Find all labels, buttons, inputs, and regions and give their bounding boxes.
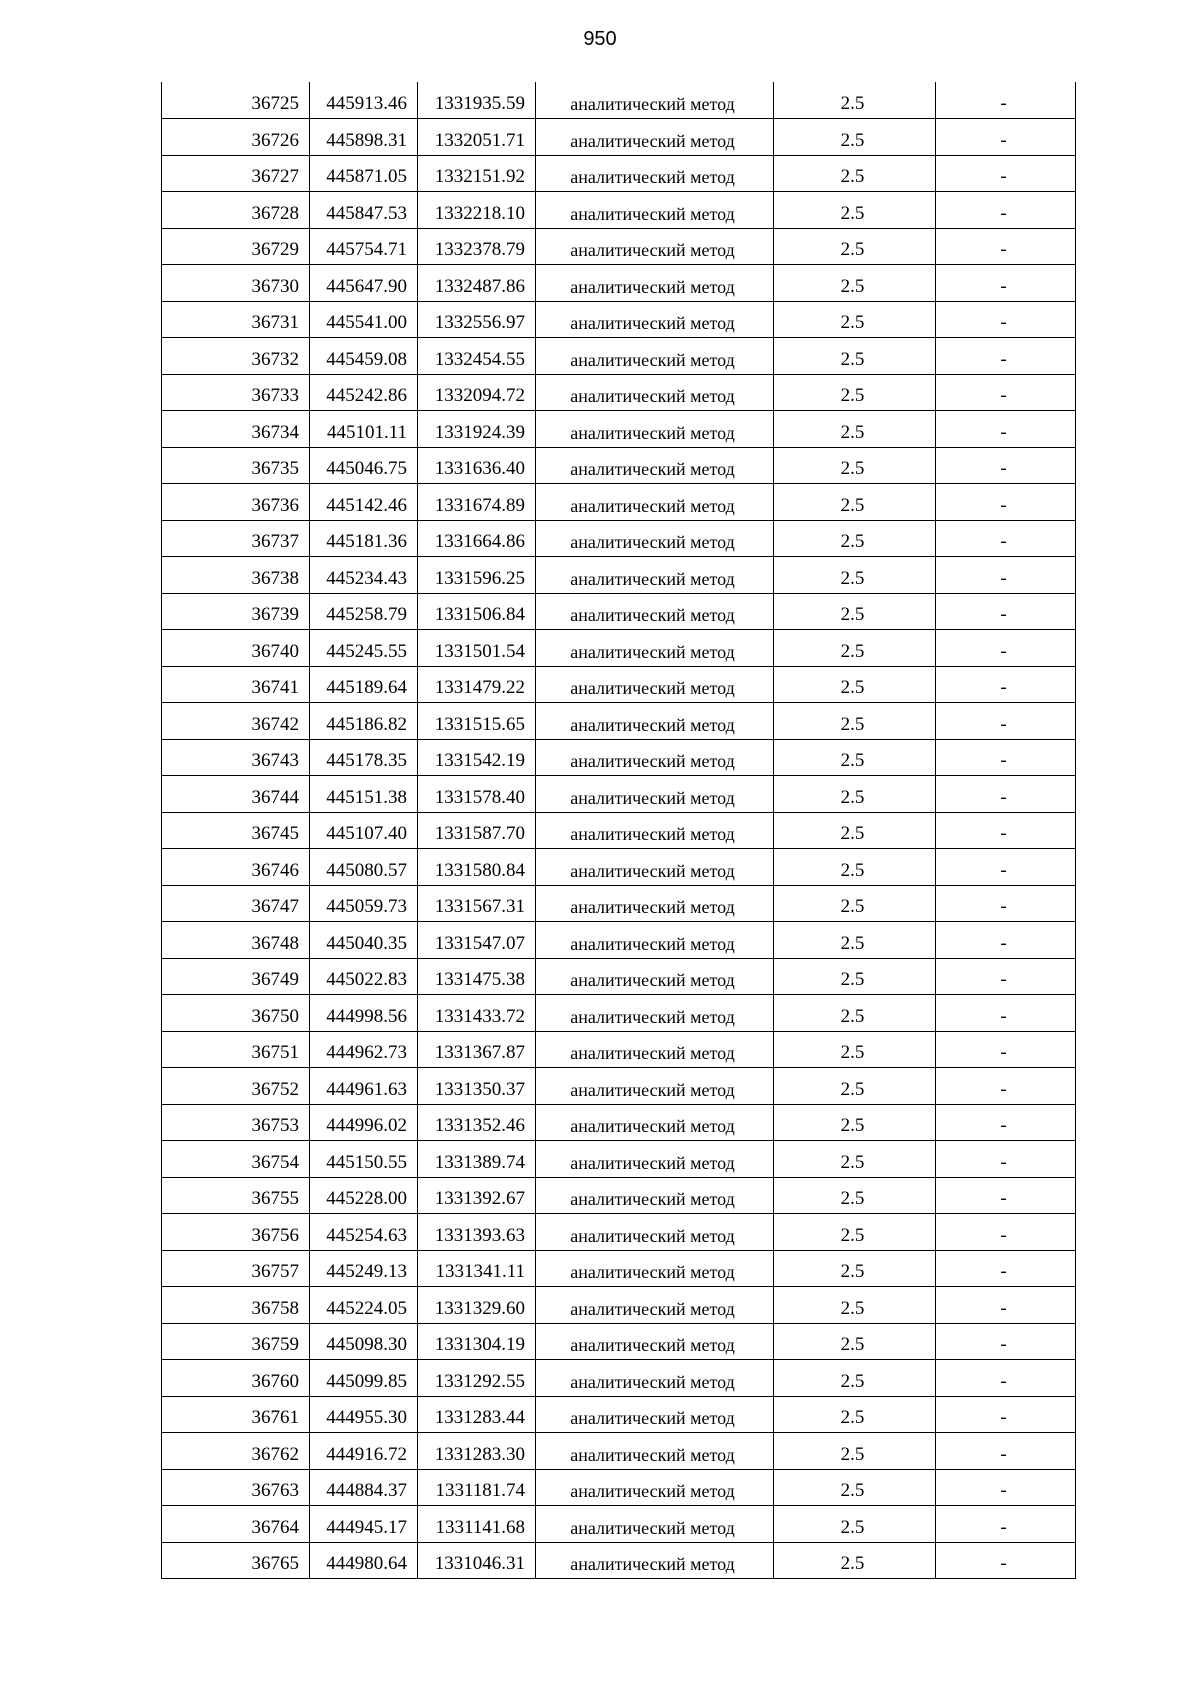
point-number-cell: 36727	[162, 155, 310, 192]
accuracy-cell: 2.5	[774, 228, 936, 265]
point-number-cell: 36739	[162, 593, 310, 630]
x-coordinate-cell: 444996.02	[310, 1104, 418, 1141]
table-row	[162, 1469, 1076, 1506]
note-cell: -	[936, 593, 1076, 630]
x-coordinate-cell: 445150.55	[310, 1141, 418, 1178]
point-number-cell: 36734	[162, 411, 310, 448]
accuracy-cell: 2.5	[774, 1214, 936, 1251]
y-coordinate-cell: 1332556.97	[418, 301, 536, 338]
method-cell: аналитический метод	[536, 1177, 774, 1214]
point-number-cell: 36746	[162, 849, 310, 886]
note-cell: -	[936, 374, 1076, 411]
point-number-cell: 36755	[162, 1177, 310, 1214]
table-row	[162, 922, 1076, 959]
y-coordinate-cell: 1331596.25	[418, 557, 536, 594]
table-row	[162, 1250, 1076, 1287]
method-cell: аналитический метод	[536, 1323, 774, 1360]
table-row	[162, 484, 1076, 521]
note-cell: -	[936, 1433, 1076, 1470]
point-number-cell: 36750	[162, 995, 310, 1032]
point-number-cell: 36735	[162, 447, 310, 484]
accuracy-cell: 2.5	[774, 1506, 936, 1543]
note-cell: -	[936, 849, 1076, 886]
table-row	[162, 1360, 1076, 1397]
point-number-cell: 36753	[162, 1104, 310, 1141]
method-cell: аналитический метод	[536, 1506, 774, 1543]
method-cell: аналитический метод	[536, 885, 774, 922]
note-cell: -	[936, 301, 1076, 338]
method-cell: аналитический метод	[536, 958, 774, 995]
table-row	[162, 1323, 1076, 1360]
accuracy-cell: 2.5	[774, 885, 936, 922]
x-coordinate-cell: 445234.43	[310, 557, 418, 594]
note-cell: -	[936, 192, 1076, 229]
accuracy-cell: 2.5	[774, 958, 936, 995]
table-row	[162, 192, 1076, 229]
y-coordinate-cell: 1331283.30	[418, 1433, 536, 1470]
table-row	[162, 1177, 1076, 1214]
table-row	[162, 630, 1076, 667]
method-cell: аналитический метод	[536, 739, 774, 776]
accuracy-cell: 2.5	[774, 1250, 936, 1287]
method-cell: аналитический метод	[536, 1250, 774, 1287]
point-number-cell: 36747	[162, 885, 310, 922]
table-row	[162, 666, 1076, 703]
method-cell: аналитический метод	[536, 922, 774, 959]
x-coordinate-cell: 444980.64	[310, 1542, 418, 1579]
method-cell: аналитический метод	[536, 1542, 774, 1579]
point-number-cell: 36730	[162, 265, 310, 302]
point-number-cell: 36737	[162, 520, 310, 557]
point-number-cell: 36764	[162, 1506, 310, 1543]
y-coordinate-cell: 1331479.22	[418, 666, 536, 703]
y-coordinate-cell: 1331674.89	[418, 484, 536, 521]
accuracy-cell: 2.5	[774, 1396, 936, 1433]
x-coordinate-cell: 445459.08	[310, 338, 418, 375]
accuracy-cell: 2.5	[774, 338, 936, 375]
x-coordinate-cell: 444945.17	[310, 1506, 418, 1543]
accuracy-cell: 2.5	[774, 374, 936, 411]
x-coordinate-cell: 445080.57	[310, 849, 418, 886]
table-row	[162, 1506, 1076, 1543]
note-cell: -	[936, 228, 1076, 265]
accuracy-cell: 2.5	[774, 301, 936, 338]
y-coordinate-cell: 1331501.54	[418, 630, 536, 667]
accuracy-cell: 2.5	[774, 1104, 936, 1141]
note-cell: -	[936, 484, 1076, 521]
note-cell: -	[936, 1396, 1076, 1433]
y-coordinate-cell: 1332218.10	[418, 192, 536, 229]
y-coordinate-cell: 1331515.65	[418, 703, 536, 740]
y-coordinate-cell: 1331506.84	[418, 593, 536, 630]
table-row	[162, 958, 1076, 995]
accuracy-cell: 2.5	[774, 630, 936, 667]
method-cell: аналитический метод	[536, 374, 774, 411]
table-row	[162, 557, 1076, 594]
x-coordinate-cell: 445142.46	[310, 484, 418, 521]
note-cell: -	[936, 922, 1076, 959]
accuracy-cell: 2.5	[774, 1360, 936, 1397]
point-number-cell: 36758	[162, 1287, 310, 1324]
note-cell: -	[936, 338, 1076, 375]
table-row	[162, 1031, 1076, 1068]
point-number-cell: 36731	[162, 301, 310, 338]
y-coordinate-cell: 1331393.63	[418, 1214, 536, 1251]
x-coordinate-cell: 444962.73	[310, 1031, 418, 1068]
method-cell: аналитический метод	[536, 155, 774, 192]
table-row	[162, 1287, 1076, 1324]
x-coordinate-cell: 445228.00	[310, 1177, 418, 1214]
table-row	[162, 338, 1076, 375]
y-coordinate-cell: 1331352.46	[418, 1104, 536, 1141]
accuracy-cell: 2.5	[774, 776, 936, 813]
point-number-cell: 36762	[162, 1433, 310, 1470]
x-coordinate-cell: 445245.55	[310, 630, 418, 667]
note-cell: -	[936, 447, 1076, 484]
x-coordinate-cell: 445898.31	[310, 119, 418, 156]
table-row	[162, 447, 1076, 484]
method-cell: аналитический метод	[536, 192, 774, 229]
accuracy-cell: 2.5	[774, 557, 936, 594]
note-cell: -	[936, 958, 1076, 995]
note-cell: -	[936, 1104, 1076, 1141]
note-cell: -	[936, 1250, 1076, 1287]
note-cell: -	[936, 776, 1076, 813]
y-coordinate-cell: 1331292.55	[418, 1360, 536, 1397]
point-number-cell: 36745	[162, 812, 310, 849]
x-coordinate-cell: 445258.79	[310, 593, 418, 630]
y-coordinate-cell: 1331341.11	[418, 1250, 536, 1287]
accuracy-cell: 2.5	[774, 593, 936, 630]
method-cell: аналитический метод	[536, 593, 774, 630]
method-cell: аналитический метод	[536, 1104, 774, 1141]
x-coordinate-cell: 444998.56	[310, 995, 418, 1032]
method-cell: аналитический метод	[536, 995, 774, 1032]
y-coordinate-cell: 1331141.68	[418, 1506, 536, 1543]
note-cell: -	[936, 411, 1076, 448]
method-cell: аналитический метод	[536, 849, 774, 886]
table-row	[162, 155, 1076, 192]
x-coordinate-cell: 445871.05	[310, 155, 418, 192]
point-number-cell: 36749	[162, 958, 310, 995]
method-cell: аналитический метод	[536, 1433, 774, 1470]
x-coordinate-cell: 445181.36	[310, 520, 418, 557]
page-number: 950	[583, 28, 617, 50]
x-coordinate-cell: 445040.35	[310, 922, 418, 959]
x-coordinate-cell: 445046.75	[310, 447, 418, 484]
x-coordinate-cell: 445099.85	[310, 1360, 418, 1397]
y-coordinate-cell: 1331283.44	[418, 1396, 536, 1433]
x-coordinate-cell: 445913.46	[310, 82, 418, 119]
table-row	[162, 1141, 1076, 1178]
y-coordinate-cell: 1331567.31	[418, 885, 536, 922]
table-row	[162, 739, 1076, 776]
table-row	[162, 995, 1076, 1032]
note-cell: -	[936, 119, 1076, 156]
x-coordinate-cell: 444916.72	[310, 1433, 418, 1470]
method-cell: аналитический метод	[536, 1360, 774, 1397]
y-coordinate-cell: 1331547.07	[418, 922, 536, 959]
method-cell: аналитический метод	[536, 1287, 774, 1324]
accuracy-cell: 2.5	[774, 666, 936, 703]
note-cell: -	[936, 1323, 1076, 1360]
x-coordinate-cell: 445189.64	[310, 666, 418, 703]
table-row	[162, 265, 1076, 302]
table-row	[162, 520, 1076, 557]
method-cell: аналитический метод	[536, 630, 774, 667]
method-cell: аналитический метод	[536, 1214, 774, 1251]
table-row	[162, 119, 1076, 156]
accuracy-cell: 2.5	[774, 922, 936, 959]
accuracy-cell: 2.5	[774, 849, 936, 886]
y-coordinate-cell: 1332487.86	[418, 265, 536, 302]
method-cell: аналитический метод	[536, 301, 774, 338]
point-number-cell: 36760	[162, 1360, 310, 1397]
method-cell: аналитический метод	[536, 776, 774, 813]
table-row	[162, 703, 1076, 740]
point-number-cell: 36752	[162, 1068, 310, 1105]
table-row	[162, 82, 1076, 119]
method-cell: аналитический метод	[536, 411, 774, 448]
table-row	[162, 885, 1076, 922]
note-cell: -	[936, 1141, 1076, 1178]
y-coordinate-cell: 1331542.19	[418, 739, 536, 776]
point-number-cell: 36759	[162, 1323, 310, 1360]
x-coordinate-cell: 445178.35	[310, 739, 418, 776]
accuracy-cell: 2.5	[774, 411, 936, 448]
accuracy-cell: 2.5	[774, 703, 936, 740]
accuracy-cell: 2.5	[774, 1068, 936, 1105]
x-coordinate-cell: 444955.30	[310, 1396, 418, 1433]
table-row	[162, 812, 1076, 849]
note-cell: -	[936, 1360, 1076, 1397]
accuracy-cell: 2.5	[774, 82, 936, 119]
point-number-cell: 36765	[162, 1542, 310, 1579]
method-cell: аналитический метод	[536, 520, 774, 557]
point-number-cell: 36738	[162, 557, 310, 594]
table-row	[162, 1433, 1076, 1470]
accuracy-cell: 2.5	[774, 1433, 936, 1470]
accuracy-cell: 2.5	[774, 1542, 936, 1579]
note-cell: -	[936, 155, 1076, 192]
accuracy-cell: 2.5	[774, 1287, 936, 1324]
method-cell: аналитический метод	[536, 1031, 774, 1068]
table-body	[162, 82, 1076, 1579]
method-cell: аналитический метод	[536, 447, 774, 484]
point-number-cell: 36740	[162, 630, 310, 667]
note-cell: -	[936, 885, 1076, 922]
point-number-cell: 36729	[162, 228, 310, 265]
note-cell: -	[936, 739, 1076, 776]
point-number-cell: 36726	[162, 119, 310, 156]
y-coordinate-cell: 1331580.84	[418, 849, 536, 886]
note-cell: -	[936, 1068, 1076, 1105]
x-coordinate-cell: 445098.30	[310, 1323, 418, 1360]
point-number-cell: 36751	[162, 1031, 310, 1068]
y-coordinate-cell: 1331389.74	[418, 1141, 536, 1178]
y-coordinate-cell: 1332378.79	[418, 228, 536, 265]
y-coordinate-cell: 1331935.59	[418, 82, 536, 119]
y-coordinate-cell: 1331578.40	[418, 776, 536, 813]
x-coordinate-cell: 445151.38	[310, 776, 418, 813]
x-coordinate-cell: 445242.86	[310, 374, 418, 411]
note-cell: -	[936, 995, 1076, 1032]
method-cell: аналитический метод	[536, 484, 774, 521]
accuracy-cell: 2.5	[774, 1177, 936, 1214]
x-coordinate-cell: 444884.37	[310, 1469, 418, 1506]
y-coordinate-cell: 1331392.67	[418, 1177, 536, 1214]
y-coordinate-cell: 1331181.74	[418, 1469, 536, 1506]
accuracy-cell: 2.5	[774, 447, 936, 484]
point-number-cell: 36744	[162, 776, 310, 813]
x-coordinate-cell: 445186.82	[310, 703, 418, 740]
note-cell: -	[936, 82, 1076, 119]
x-coordinate-cell: 445224.05	[310, 1287, 418, 1324]
note-cell: -	[936, 1287, 1076, 1324]
table-row	[162, 1068, 1076, 1105]
note-cell: -	[936, 1506, 1076, 1543]
y-coordinate-cell: 1331587.70	[418, 812, 536, 849]
x-coordinate-cell: 445254.63	[310, 1214, 418, 1251]
point-number-cell: 36757	[162, 1250, 310, 1287]
y-coordinate-cell: 1332151.92	[418, 155, 536, 192]
point-number-cell: 36743	[162, 739, 310, 776]
y-coordinate-cell: 1331329.60	[418, 1287, 536, 1324]
method-cell: аналитический метод	[536, 1469, 774, 1506]
point-number-cell: 36728	[162, 192, 310, 229]
x-coordinate-cell: 445249.13	[310, 1250, 418, 1287]
table-row	[162, 593, 1076, 630]
y-coordinate-cell: 1331367.87	[418, 1031, 536, 1068]
note-cell: -	[936, 557, 1076, 594]
y-coordinate-cell: 1331350.37	[418, 1068, 536, 1105]
table-row	[162, 1214, 1076, 1251]
x-coordinate-cell: 445754.71	[310, 228, 418, 265]
y-coordinate-cell: 1331664.86	[418, 520, 536, 557]
method-cell: аналитический метод	[536, 703, 774, 740]
y-coordinate-cell: 1331475.38	[418, 958, 536, 995]
note-cell: -	[936, 666, 1076, 703]
note-cell: -	[936, 265, 1076, 302]
point-number-cell: 36732	[162, 338, 310, 375]
x-coordinate-cell: 445022.83	[310, 958, 418, 995]
y-coordinate-cell: 1332094.72	[418, 374, 536, 411]
table-row	[162, 776, 1076, 813]
table-row	[162, 1396, 1076, 1433]
note-cell: -	[936, 812, 1076, 849]
point-number-cell: 36754	[162, 1141, 310, 1178]
table-row	[162, 849, 1076, 886]
accuracy-cell: 2.5	[774, 484, 936, 521]
method-cell: аналитический метод	[536, 666, 774, 703]
accuracy-cell: 2.5	[774, 155, 936, 192]
note-cell: -	[936, 1469, 1076, 1506]
y-coordinate-cell: 1331433.72	[418, 995, 536, 1032]
accuracy-cell: 2.5	[774, 265, 936, 302]
x-coordinate-cell: 445541.00	[310, 301, 418, 338]
accuracy-cell: 2.5	[774, 1031, 936, 1068]
y-coordinate-cell: 1331046.31	[418, 1542, 536, 1579]
method-cell: аналитический метод	[536, 812, 774, 849]
y-coordinate-cell: 1331636.40	[418, 447, 536, 484]
accuracy-cell: 2.5	[774, 1323, 936, 1360]
point-number-cell: 36736	[162, 484, 310, 521]
x-coordinate-cell: 445847.53	[310, 192, 418, 229]
accuracy-cell: 2.5	[774, 995, 936, 1032]
table-row	[162, 1104, 1076, 1141]
note-cell: -	[936, 1542, 1076, 1579]
method-cell: аналитический метод	[536, 557, 774, 594]
note-cell: -	[936, 1177, 1076, 1214]
table-row	[162, 1542, 1076, 1579]
y-coordinate-cell: 1332051.71	[418, 119, 536, 156]
x-coordinate-cell: 445059.73	[310, 885, 418, 922]
accuracy-cell: 2.5	[774, 739, 936, 776]
point-number-cell: 36763	[162, 1469, 310, 1506]
point-number-cell: 36741	[162, 666, 310, 703]
point-number-cell: 36748	[162, 922, 310, 959]
method-cell: аналитический метод	[536, 82, 774, 119]
point-number-cell: 36742	[162, 703, 310, 740]
table-row	[162, 411, 1076, 448]
method-cell: аналитический метод	[536, 1141, 774, 1178]
table-row	[162, 228, 1076, 265]
accuracy-cell: 2.5	[774, 520, 936, 557]
x-coordinate-cell: 445107.40	[310, 812, 418, 849]
accuracy-cell: 2.5	[774, 1141, 936, 1178]
accuracy-cell: 2.5	[774, 1469, 936, 1506]
coordinates-table	[161, 82, 1076, 1579]
y-coordinate-cell: 1331924.39	[418, 411, 536, 448]
method-cell: аналитический метод	[536, 119, 774, 156]
note-cell: -	[936, 520, 1076, 557]
x-coordinate-cell: 445101.11	[310, 411, 418, 448]
point-number-cell: 36733	[162, 374, 310, 411]
note-cell: -	[936, 630, 1076, 667]
y-coordinate-cell: 1331304.19	[418, 1323, 536, 1360]
x-coordinate-cell: 444961.63	[310, 1068, 418, 1105]
note-cell: -	[936, 1031, 1076, 1068]
accuracy-cell: 2.5	[774, 812, 936, 849]
y-coordinate-cell: 1332454.55	[418, 338, 536, 375]
method-cell: аналитический метод	[536, 265, 774, 302]
table-row	[162, 301, 1076, 338]
accuracy-cell: 2.5	[774, 192, 936, 229]
note-cell: -	[936, 1214, 1076, 1251]
method-cell: аналитический метод	[536, 1396, 774, 1433]
point-number-cell: 36725	[162, 82, 310, 119]
method-cell: аналитический метод	[536, 228, 774, 265]
accuracy-cell: 2.5	[774, 119, 936, 156]
point-number-cell: 36756	[162, 1214, 310, 1251]
point-number-cell: 36761	[162, 1396, 310, 1433]
method-cell: аналитический метод	[536, 1068, 774, 1105]
table-row	[162, 374, 1076, 411]
method-cell: аналитический метод	[536, 338, 774, 375]
x-coordinate-cell: 445647.90	[310, 265, 418, 302]
note-cell: -	[936, 703, 1076, 740]
